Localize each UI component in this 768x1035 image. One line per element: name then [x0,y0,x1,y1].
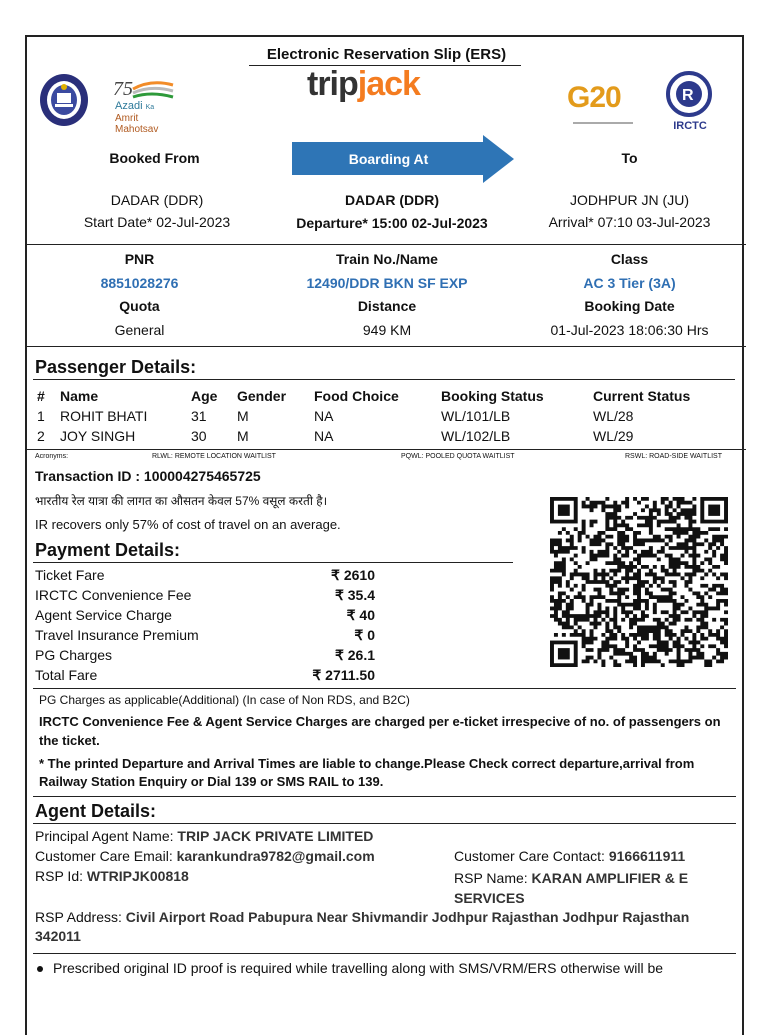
divider [33,796,736,797]
rsp-address [35,908,715,946]
customer-care-contact-label: Customer Care Contact: [454,848,609,864]
passenger-table [37,385,727,446]
payment-row [35,645,375,665]
g20-logo [567,81,649,131]
payment-row [35,585,375,605]
arrival-time: Arrival* 07:10 03-Jul-2023 [548,214,711,230]
passenger-name: JOY SINGH [60,428,136,444]
passenger-name: ROHIT BHATI [60,408,148,424]
distance-value: 949 KM [362,322,412,338]
passenger-booking-status: WL/101/LB [441,408,511,424]
customer-care-email-value: karankundra9782@gmail.com [176,848,375,864]
payment-label: Agent Service Charge [35,607,172,623]
to-station: JODHPUR JN (JU) [570,192,689,208]
departure-time: Departure* 15:00 02-Jul-2023 [296,215,488,231]
table-row [37,406,727,426]
payment-label: Ticket Fare [35,567,105,583]
customer-care-email-label: Customer Care Email: [35,848,177,864]
payment-label: PG Charges [35,647,113,663]
booking-date-value: 01-Jul-2023 18:06:30 Hrs [550,322,709,338]
payment-row [35,625,375,645]
passenger-gender: M [237,428,249,444]
passenger-number: 1 [37,408,45,424]
col-header-food-choice: Food Choice [314,387,399,404]
passenger-age: 31 [191,408,207,424]
passenger-current-status: WL/29 [593,428,634,444]
table-row [37,426,727,446]
payment-value: ₹ 2711.50 [312,666,375,683]
id-proof-note-text: Prescribed original ID proof is required while travelling along with SMS/VRM/ERS otherwise will be [53,960,664,976]
acronyms-label: Acronyms: [35,453,69,460]
payment-label: IRCTC Convenience Fee [35,587,192,603]
class-label: Class [610,251,649,267]
amrit-mahotsav-text: Amrit Mahotsav [115,113,159,135]
pnr-value: 8851028276 [100,275,179,291]
booking-date-label: Booking Date [584,298,675,314]
indian-railways-logo [39,73,89,127]
id-proof-note [37,960,737,976]
payment-value: ₹ 2610 [331,566,375,583]
boarding-station: DADAR (DDR) [344,192,440,208]
passenger-age: 30 [191,428,207,444]
train-value: 12490/DDR BKN SF EXP [306,275,468,291]
customer-care-contact [454,848,685,864]
ers-title: Electronic Reservation Slip (ERS) [266,46,507,63]
col-header-current-status: Current Status [593,387,691,404]
col-header-number: # [37,387,45,404]
col-header-name: Name [60,387,99,404]
g20-text: G20 [567,81,621,114]
passenger-food: NA [314,408,334,424]
section-underline [33,562,513,563]
divider [27,449,746,450]
customer-care-email [35,848,375,864]
passenger-food: NA [314,428,334,444]
principal-agent-label: Principal Agent Name: [35,828,178,844]
start-date: Start Date* 02-Jul-2023 [83,214,231,230]
azadi-text: Azadi [115,100,143,112]
col-header-booking-status: Booking Status [441,387,544,404]
tripjack-jack-text: jack [357,65,420,103]
divider [27,244,746,245]
qr-code [550,497,728,667]
train-label: Train No./Name [336,251,438,267]
acronym-pqwl: PQWL: POOLED QUOTA WAITLIST [401,453,515,460]
to-label: To [621,150,638,166]
payment-row [35,565,375,585]
quota-label: Quota [119,298,160,314]
principal-agent-value: TRIP JACK PRIVATE LIMITED [177,828,374,844]
passenger-current-status: WL/28 [593,408,634,424]
acronym-rswl: RSWL: ROAD-SIDE WAITLIST [625,453,722,460]
payment-details-title: Payment Details: [35,540,181,560]
payment-value: ₹ 35.4 [334,586,375,603]
time-change-note: * The printed Departure and Arrival Times are liable to change.Please Check correct departure,arrival from Railway Station Enquiry or Dial 139 or SMS RAIL to 139. [39,756,695,789]
rsp-id-value: WTRIPJK00818 [86,868,189,884]
agent-details-title: Agent Details: [35,801,157,821]
qr-finder-pattern [550,497,578,523]
arrow-right-icon [483,135,514,183]
rsp-address-value: Civil Airport Road Pabupura Near Shivmandir Jodhpur Rajasthan Jodhpur Rajasthan 342011 [35,909,690,944]
divider [33,953,736,954]
svg-text:R: R [682,87,694,104]
irctc-text: IRCTC [673,120,707,132]
rsp-address-label: RSP Address: [35,909,126,925]
payment-value: ₹ 26.1 [334,646,375,663]
section-underline [33,379,735,380]
booked-from-label: Booked From [109,150,200,166]
payment-value: ₹ 40 [346,606,375,623]
col-header-age: Age [191,387,218,404]
transaction-id: Transaction ID : 100004275465725 [35,468,261,484]
payment-label: Total Fare [35,667,98,683]
cost-note: IR recovers only 57% of cost of travel on an average. [35,517,341,532]
rsp-id-label: RSP Id: [35,868,87,884]
class-value: AC 3 Tier (3A) [583,275,676,291]
passenger-booking-status: WL/102/LB [441,428,511,444]
bullet-icon [37,966,43,972]
rsp-name [454,868,724,908]
passenger-gender: M [237,408,249,424]
passenger-header-row [37,385,727,406]
col-header-gender: Gender [237,387,287,404]
payment-value: ₹ 0 [354,626,375,643]
hindi-cost-note: भारतीय रेल यात्रा की लागत का औसतन केवल 57% वसूल करती है। [35,494,328,508]
acronyms-row [35,453,740,463]
azadi-ka-text: Ka [145,104,155,111]
pnr-label: PNR [124,251,155,267]
tripjack-trip-text: trip [307,65,358,103]
payment-row [35,665,375,685]
tripjack-logo [307,65,457,104]
passenger-number: 2 [37,428,45,444]
fee-note: IRCTC Convenience Fee & Agent Service Charges are charged per e-ticket irrespecive of no. of passengers on the ticket. [39,714,721,748]
principal-agent [35,828,373,844]
boarding-at-label: Boarding At [348,151,429,167]
pg-charges-note: PG Charges as applicable(Additional) (In case of Non RDS, and B2C) [39,693,410,707]
quota-value: General [114,322,165,338]
ers-slip [25,35,744,1035]
qr-finder-pattern [550,641,578,667]
distance-label: Distance [357,298,417,314]
customer-care-contact-value: 9166611911 [608,848,686,864]
qr-finder-pattern [700,497,728,523]
divider [33,688,736,689]
svg-text:75: 75 [113,78,133,100]
rsp-name-value: KARAN AMPLIFIER & E SERVICES [454,870,689,906]
payment-row [35,605,375,625]
from-station: DADAR (DDR) [110,192,204,208]
rsp-id [35,868,189,884]
payment-label: Travel Insurance Premium [35,627,199,643]
passenger-details-title: Passenger Details: [35,357,197,377]
acronym-rlwl: RLWL: REMOTE LOCATION WAITLIST [152,453,276,460]
irctc-logo [661,71,719,135]
rsp-name-label: RSP Name: [454,870,532,886]
payment-table [35,565,375,685]
divider [27,346,746,347]
section-underline [33,823,736,824]
azadi-ka-amrit-mahotsav-logo [111,75,181,135]
